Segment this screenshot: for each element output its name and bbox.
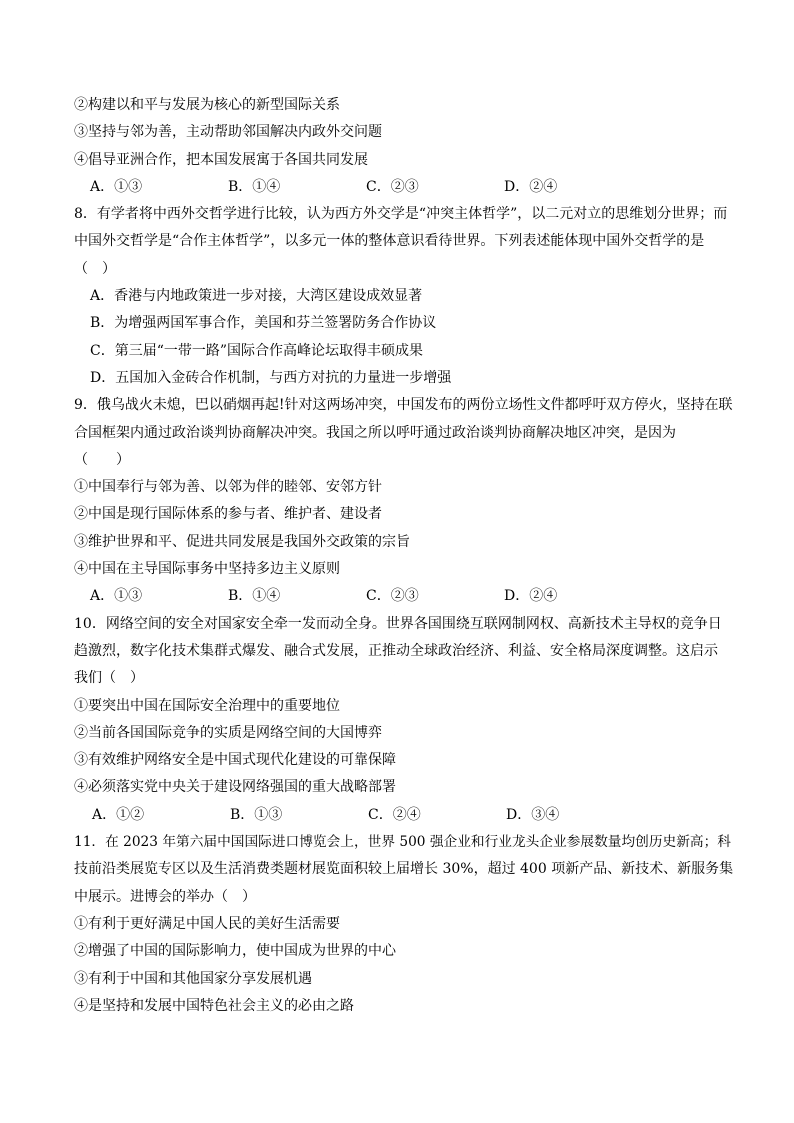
q8-stem-line-2: 中国外交哲学是“合作主体哲学”，以多元一体的整体意识看待世界。下列表述能体现中国外交哲学的是	[74, 233, 705, 250]
q10-choice-d: D．③④	[506, 806, 560, 823]
q11-item-4: ④是坚持和发展中国特色社会主义的必由之路	[74, 997, 354, 1014]
q10-stem-line-3: 我们（ ）	[74, 670, 144, 687]
question-7-tail	[74, 92, 734, 201]
q8-option-d: D．五国加入金砖合作机制，与西方对抗的力量进一步增强	[90, 369, 452, 386]
q9-choice-c: C．②③	[366, 588, 419, 605]
q7-choice-b: B．①④	[228, 178, 281, 195]
q9-stem-line-1: 9．俄乌战火未熄，巴以硝烟再起!针对这两场冲突，中国发布的两份立场性文件都呼吁双方停火，坚持在联	[74, 397, 733, 414]
q10-choice-b: B．①③	[230, 806, 283, 823]
q11-item-1: ①有利于更好满足中国人民的美好生活需要	[74, 915, 340, 932]
q11-item-3: ③有利于中国和其他国家分享发展机遇	[74, 970, 312, 987]
q10-item-2: ②当前各国国际竞争的实质是网络空间的大国博弈	[74, 724, 382, 741]
q7-choice-c: C．②③	[366, 178, 419, 195]
question-8	[74, 201, 734, 392]
q8-option-c: C．第三届“一带一路”国际合作高峰论坛取得丰硕成果	[90, 342, 424, 359]
q10-item-3: ③有效维护网络安全是中国式现代化建设的可靠保障	[74, 752, 396, 769]
question-10	[74, 611, 734, 829]
q8-option-b: B．为增强两国军事合作，美国和芬兰签署防务合作协议	[90, 315, 437, 332]
q10-item-1: ①要突出中国在国际安全治理中的重要地位	[74, 697, 340, 714]
question-9	[74, 392, 734, 610]
q9-item-1: ①中国奉行与邻为善、以邻为伴的睦邻、安邻方针	[74, 479, 382, 496]
q9-stem-line-3: （ ）	[74, 451, 130, 468]
q8-option-a: A．香港与内地政策进一步对接，大湾区建设成效显著	[90, 288, 423, 305]
q9-choices	[74, 583, 734, 610]
question-content	[74, 92, 734, 1020]
q7-item-3: ③坚持与邻为善，主动帮助邻国解决内政外交问题	[74, 124, 382, 141]
q10-choices	[74, 802, 734, 829]
q7-choice-a: A．①③	[90, 178, 143, 195]
q9-item-3: ③维护世界和平、促进共同发展是我国外交政策的宗旨	[74, 533, 410, 550]
q9-choice-b: B．①④	[228, 588, 281, 605]
q9-choice-a: A．①③	[90, 588, 143, 605]
q10-item-4: ④必须落实党中央关于建设网络强国的重大战略部署	[74, 779, 396, 796]
q8-stem-line-1: 8．有学者将中西外交哲学进行比较，认为西方外交学是“冲突主体哲学”，以二元对立的思维划分世界；而	[74, 206, 728, 223]
q11-stem-line-3: 中展示。进博会的举办（ ）	[74, 888, 256, 905]
q7-item-4: ④倡导亚洲合作，把本国发展寓于各国共同发展	[74, 151, 368, 168]
q11-stem-line-2: 技前沿类展览专区以及生活消费类题材展览面积较上届增长 30%，超过 400 项新产品、新技术、新服务集	[74, 861, 734, 878]
q9-item-2: ②中国是现行国际体系的参与者、维护者、建设者	[74, 506, 382, 523]
q11-item-2: ②增强了中国的国际影响力，使中国成为世界的中心	[74, 943, 396, 960]
q7-choice-d: D．②④	[504, 178, 558, 195]
q7-item-2: ②构建以和平与发展为核心的新型国际关系	[74, 97, 340, 113]
q7-choices	[74, 174, 734, 201]
q10-choice-c: C．②④	[368, 806, 421, 823]
q9-choice-d: D．②④	[504, 588, 558, 605]
q9-item-4: ④中国在主导国际事务中坚持多边主义原则	[74, 561, 340, 578]
q9-stem-line-2: 合国框架内通过政治谈判协商解决冲突。我国之所以呼吁通过政治谈判协商解决地区冲突，是因为	[74, 424, 676, 441]
q10-stem-line-2: 趋激烈，数字化技术集群式爆发、融合式发展，正推动全球政治经济、利益、安全格局深度调整。这启示	[74, 642, 718, 659]
q11-stem-line-1: 11．在 2023 年第六届中国国际进口博览会上，世界 500 强企业和行业龙头企业参展数量均创历史新高；科	[74, 834, 731, 851]
question-11	[74, 829, 734, 1020]
q10-choice-a: A．①②	[92, 806, 145, 823]
q8-stem-line-3: （ ）	[74, 260, 116, 277]
q10-stem-line-1: 10．网络空间的安全对国家安全牵一发而动全身。世界各国围绕互联网制网权、高新技术主导权的竞争日	[74, 615, 722, 632]
